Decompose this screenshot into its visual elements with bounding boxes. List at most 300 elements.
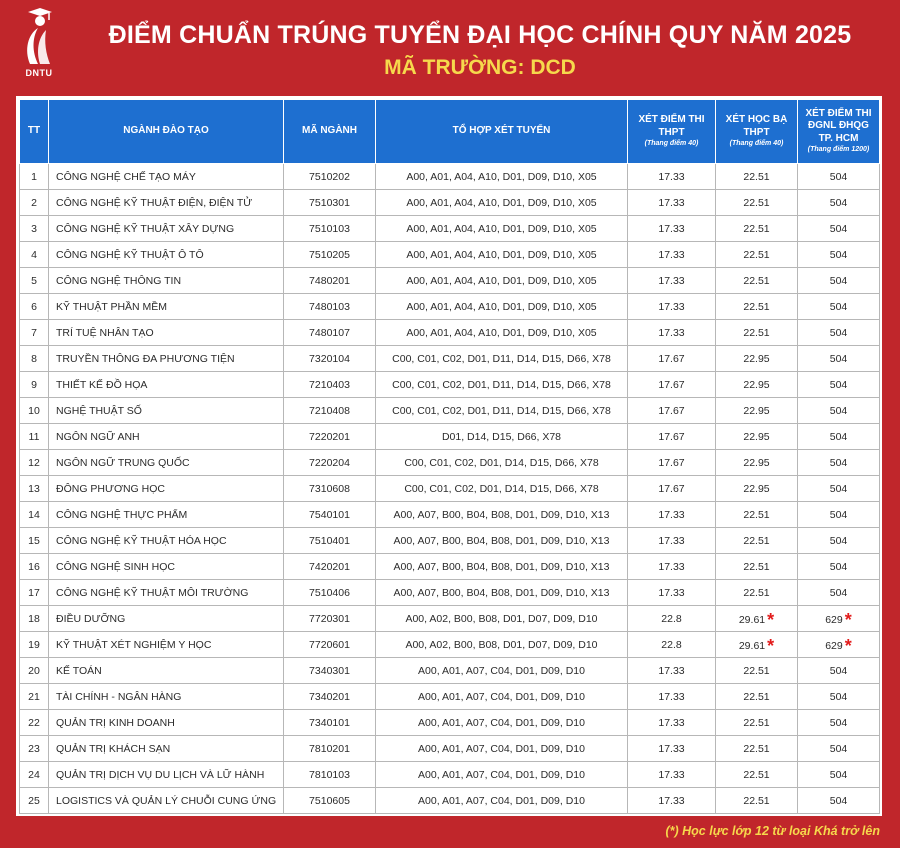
cell-hocba-score-text: 22.51 — [743, 742, 770, 755]
cell-thpt-score-text: 17.67 — [658, 482, 685, 495]
cell-subject-combo-text: A00, A01, A07, C04, D01, D09, D10 — [418, 794, 585, 807]
cell-major-name-text: ĐIỀU DƯỠNG — [56, 612, 126, 625]
cell-dgnl-score — [798, 658, 880, 684]
cell-major-name-text: NGÔN NGỮ ANH — [56, 430, 140, 443]
cell-dgnl-score — [798, 502, 880, 528]
cell-major-code — [284, 294, 376, 320]
col-header-thpt-note: (Thang điểm 40) — [644, 140, 699, 148]
cell-major-name-text: LOGISTICS VÀ QUẢN LÝ CHUỖI CUNG ỨNG — [56, 794, 277, 807]
cell-hocba-score — [716, 658, 798, 684]
cell-major-name — [49, 658, 284, 684]
cell-dgnl-score — [798, 242, 880, 268]
cell-tt — [20, 190, 49, 216]
cell-major-name — [49, 632, 284, 658]
cell-major-name-text: QUẢN TRỊ DỊCH VỤ DU LỊCH VÀ LỮ HÀNH — [56, 768, 265, 781]
cell-thpt-score-text: 17.67 — [658, 404, 685, 417]
cell-thpt-score — [628, 528, 716, 554]
cell-major-name-text: TRUYỀN THÔNG ĐA PHƯƠNG TIỆN — [56, 352, 235, 365]
col-header-dgnl — [798, 100, 880, 164]
col-header-code: MÃ NGÀNH — [284, 100, 376, 164]
cell-tt — [20, 788, 49, 814]
table-row — [20, 658, 880, 684]
cell-dgnl-score-text: 504 — [829, 300, 848, 313]
table-row — [20, 554, 880, 580]
cell-dgnl-score — [798, 216, 880, 242]
cell-hocba-score — [716, 684, 798, 710]
cell-major-name-text: CÔNG NGHỆ KỸ THUẬT HÓA HỌC — [56, 534, 227, 547]
cell-thpt-score — [628, 268, 716, 294]
cell-major-code-text: 7340101 — [309, 716, 350, 729]
cell-major-code-text: 7510205 — [309, 248, 350, 261]
cell-thpt-score-text: 17.33 — [658, 560, 685, 573]
cell-subject-combo-text: A00, A01, A04, A10, D01, D09, D10, X05 — [406, 196, 597, 209]
cell-tt — [20, 216, 49, 242]
cell-hocba-score — [716, 476, 798, 502]
table-row — [20, 164, 880, 190]
cell-major-name — [49, 710, 284, 736]
cell-subject-combo-text: A00, A01, A04, A10, D01, D09, D10, X05 — [406, 326, 597, 339]
cell-tt — [20, 502, 49, 528]
cell-major-code — [284, 424, 376, 450]
cell-subject-combo — [376, 736, 628, 762]
graduate-emblem-icon — [18, 6, 60, 66]
cell-major-code — [284, 788, 376, 814]
cell-tt-text: 2 — [31, 196, 37, 209]
footnote: (*) Học lực lớp 12 từ loại Khá trở lên — [665, 824, 880, 838]
cell-subject-combo — [376, 606, 628, 632]
cell-major-code-text: 7540101 — [309, 508, 350, 521]
table-row — [20, 294, 880, 320]
table-body — [20, 164, 880, 814]
cell-hocba-score — [716, 632, 798, 658]
cell-major-name — [49, 502, 284, 528]
school-code-subtitle: MÃ TRƯỜNG: DCD — [384, 56, 576, 79]
cell-thpt-score — [628, 632, 716, 658]
cell-dgnl-score — [798, 580, 880, 606]
cell-thpt-score — [628, 424, 716, 450]
cell-dgnl-score-text: 504 — [829, 716, 848, 729]
cell-thpt-score-text: 17.67 — [658, 430, 685, 443]
cell-major-code — [284, 320, 376, 346]
col-header-hocba — [716, 100, 798, 164]
cell-dgnl-score — [798, 268, 880, 294]
cell-thpt-score-text: 17.33 — [658, 248, 685, 261]
table-row — [20, 268, 880, 294]
cell-tt — [20, 528, 49, 554]
cell-major-code — [284, 476, 376, 502]
cell-thpt-score-text: 17.33 — [658, 690, 685, 703]
cell-hocba-score-text: 22.51 — [743, 534, 770, 547]
cell-major-name — [49, 372, 284, 398]
cell-major-code-text: 7480103 — [309, 300, 350, 313]
cell-dgnl-score-text: 504 — [829, 560, 848, 573]
cell-hocba-score — [716, 216, 798, 242]
cell-major-name-text: QUẢN TRỊ KINH DOANH — [56, 716, 175, 729]
cell-major-code — [284, 268, 376, 294]
cell-subject-combo-text: A00, A02, B00, B08, D01, D07, D09, D10 — [405, 638, 598, 651]
cell-hocba-score-text: 22.51 — [743, 716, 770, 729]
cell-tt — [20, 242, 49, 268]
cell-major-code — [284, 216, 376, 242]
cell-thpt-score-text: 17.67 — [658, 352, 685, 365]
score-table-panel — [16, 96, 882, 816]
cell-major-name — [49, 788, 284, 814]
cell-subject-combo — [376, 632, 628, 658]
cell-subject-combo — [376, 554, 628, 580]
cell-tt-text: 25 — [28, 794, 40, 807]
table-row — [20, 424, 880, 450]
cell-subject-combo-text: A00, A01, A04, A10, D01, D09, D10, X05 — [406, 274, 597, 287]
cell-thpt-score-text: 17.33 — [658, 274, 685, 287]
cell-hocba-score — [716, 398, 798, 424]
cell-major-code-text: 7340201 — [309, 690, 350, 703]
cell-major-name — [49, 736, 284, 762]
asterisk-icon: * — [844, 609, 852, 630]
cell-hocba-score — [716, 294, 798, 320]
cell-major-name — [49, 476, 284, 502]
cell-subject-combo — [376, 294, 628, 320]
cell-hocba-score — [716, 164, 798, 190]
cell-subject-combo-text: C00, C01, C02, D01, D14, D15, D66, X78 — [404, 456, 599, 469]
cell-tt — [20, 632, 49, 658]
cell-thpt-score — [628, 450, 716, 476]
cell-tt — [20, 164, 49, 190]
cell-subject-combo — [376, 216, 628, 242]
cell-dgnl-score-text: 504 — [829, 430, 848, 443]
cell-thpt-score — [628, 762, 716, 788]
col-header-hocba-note: (Thang điểm 40) — [729, 140, 784, 148]
cell-dgnl-score-text: 504 — [829, 690, 848, 703]
cell-tt — [20, 710, 49, 736]
cell-tt-text: 17 — [28, 586, 40, 599]
cell-major-name-text: CÔNG NGHỆ KỸ THUẬT Ô TÔ — [56, 248, 204, 261]
cell-dgnl-score-text: 504 — [829, 742, 848, 755]
cell-hocba-score — [716, 580, 798, 606]
cell-dgnl-score — [798, 346, 880, 372]
cell-major-name-text: CÔNG NGHỆ SINH HỌC — [56, 560, 176, 573]
cell-subject-combo-text: A00, A07, B00, B04, B08, D01, D09, D10, X13 — [393, 560, 610, 573]
asterisk-icon: * — [767, 635, 775, 656]
cell-thpt-score — [628, 372, 716, 398]
col-header-tt: TT — [20, 100, 49, 164]
cell-subject-combo — [376, 528, 628, 554]
cell-major-name-text: ĐÔNG PHƯƠNG HỌC — [56, 482, 165, 495]
col-header-dgnl-label: XÉT ĐIỂM THI ĐGNL ĐHQG TP. HCM — [805, 107, 872, 144]
cell-tt — [20, 736, 49, 762]
cell-subject-combo — [376, 502, 628, 528]
cell-tt-text: 8 — [31, 352, 37, 365]
cell-major-code — [284, 762, 376, 788]
cell-major-code — [284, 502, 376, 528]
cell-dgnl-score-text: 504 — [829, 378, 848, 391]
cell-major-code-text: 7510301 — [309, 196, 350, 209]
cell-subject-combo-text: A00, A01, A04, A10, D01, D09, D10, X05 — [406, 248, 597, 261]
table-row — [20, 216, 880, 242]
cell-tt — [20, 476, 49, 502]
cell-thpt-score — [628, 190, 716, 216]
cell-dgnl-score-text: 504 — [829, 404, 848, 417]
cell-tt-text: 19 — [28, 638, 40, 651]
cell-hocba-score — [716, 528, 798, 554]
cell-tt — [20, 268, 49, 294]
cell-hocba-score — [716, 242, 798, 268]
cell-tt-text: 20 — [28, 664, 40, 677]
cell-dgnl-score — [798, 190, 880, 216]
cell-major-name-text: QUẢN TRỊ KHÁCH SẠN — [56, 742, 171, 755]
cell-major-name — [49, 450, 284, 476]
cell-tt — [20, 398, 49, 424]
cell-major-name-text: CÔNG NGHỆ KỸ THUẬT XÂY DỰNG — [56, 222, 235, 235]
cell-dgnl-score — [798, 398, 880, 424]
cell-major-name-text: KỸ THUẬT XÉT NGHIỆM Y HỌC — [56, 638, 212, 651]
cell-dgnl-score — [798, 372, 880, 398]
cell-subject-combo — [376, 424, 628, 450]
cell-major-code-text: 7510401 — [309, 534, 350, 547]
cell-major-name — [49, 294, 284, 320]
cell-subject-combo-text: A00, A01, A04, A10, D01, D09, D10, X05 — [406, 300, 597, 313]
cell-dgnl-score — [798, 710, 880, 736]
cell-subject-combo-text: A00, A07, B00, B04, B08, D01, D09, D10, X13 — [393, 586, 610, 599]
table-row — [20, 606, 880, 632]
cell-hocba-score — [716, 710, 798, 736]
table-row — [20, 710, 880, 736]
table-row — [20, 190, 880, 216]
cell-thpt-score-text: 17.33 — [658, 586, 685, 599]
cell-major-code-text: 7510605 — [309, 794, 350, 807]
table-row — [20, 476, 880, 502]
cell-tt — [20, 320, 49, 346]
cell-major-name-text: THIẾT KẾ ĐỒ HỌA — [56, 378, 148, 391]
cell-major-code — [284, 528, 376, 554]
cell-subject-combo-text: A00, A01, A07, C04, D01, D09, D10 — [418, 742, 585, 755]
cell-subject-combo-text: C00, C01, C02, D01, D11, D14, D15, D66, X78 — [392, 378, 611, 391]
cell-subject-combo-text: A00, A07, B00, B04, B08, D01, D09, D10, X13 — [393, 534, 610, 547]
cell-major-name — [49, 320, 284, 346]
cell-tt-text: 4 — [31, 248, 37, 261]
cell-major-name — [49, 242, 284, 268]
table-row — [20, 372, 880, 398]
cell-major-name-text: CÔNG NGHỆ THỰC PHẨM — [56, 508, 188, 521]
cell-thpt-score-text: 17.33 — [658, 716, 685, 729]
cell-tt — [20, 684, 49, 710]
cell-dgnl-score-text: 504 — [829, 794, 848, 807]
cell-major-code-text: 7720601 — [309, 638, 350, 651]
cell-dgnl-score — [798, 320, 880, 346]
cell-subject-combo — [376, 346, 628, 372]
cell-hocba-score — [716, 190, 798, 216]
col-header-thpt — [628, 100, 716, 164]
cell-hocba-score-text: 22.51 — [743, 664, 770, 677]
logo-text: DNTU — [25, 68, 53, 78]
cell-thpt-score — [628, 242, 716, 268]
cell-hocba-score-text: 22.51 — [743, 300, 770, 313]
cell-thpt-score — [628, 658, 716, 684]
cell-tt — [20, 554, 49, 580]
cell-major-name — [49, 164, 284, 190]
cell-hocba-score — [716, 606, 798, 632]
cell-thpt-score — [628, 736, 716, 762]
cell-thpt-score-text: 22.8 — [661, 612, 682, 625]
cell-tt-text: 22 — [28, 716, 40, 729]
cell-tt-text: 6 — [31, 300, 37, 313]
cell-dgnl-score-text: 504 — [829, 482, 848, 495]
cell-major-code — [284, 346, 376, 372]
cell-subject-combo-text: A00, A01, A04, A10, D01, D09, D10, X05 — [406, 222, 597, 235]
cell-thpt-score — [628, 554, 716, 580]
cell-hocba-score-text: 29.61 — [738, 613, 766, 626]
cell-major-name — [49, 424, 284, 450]
table-row — [20, 450, 880, 476]
cell-major-code — [284, 710, 376, 736]
cell-subject-combo-text: C00, C01, C02, D01, D11, D14, D15, D66, X78 — [392, 404, 611, 417]
cell-dgnl-score-text: 504 — [829, 248, 848, 261]
cell-thpt-score — [628, 710, 716, 736]
cell-hocba-score-text: 22.95 — [743, 352, 770, 365]
cell-tt — [20, 606, 49, 632]
cell-major-code — [284, 554, 376, 580]
cell-dgnl-score-text: 504 — [829, 170, 848, 183]
table-header-row — [20, 100, 880, 164]
cell-major-name — [49, 268, 284, 294]
cell-hocba-score — [716, 346, 798, 372]
col-header-combo: TỔ HỢP XÉT TUYỂN — [376, 100, 628, 164]
cell-subject-combo — [376, 320, 628, 346]
cell-major-code — [284, 398, 376, 424]
cell-thpt-score-text: 17.33 — [658, 794, 685, 807]
cell-tt-text: 5 — [31, 274, 37, 287]
cell-major-name-text: KẾ TOÁN — [56, 664, 102, 677]
table-row — [20, 320, 880, 346]
cell-hocba-score-text: 22.51 — [743, 170, 770, 183]
table-row — [20, 502, 880, 528]
cell-hocba-score-text: 22.51 — [743, 274, 770, 287]
cell-major-name-text: CÔNG NGHỆ KỸ THUẬT ĐIỆN, ĐIỆN TỬ — [56, 196, 253, 209]
cell-tt — [20, 372, 49, 398]
dntu-logo — [18, 6, 60, 78]
cell-dgnl-score-text: 504 — [829, 508, 848, 521]
cell-major-name-text: NGÔN NGỮ TRUNG QUỐC — [56, 456, 190, 469]
cell-dgnl-score-text: 504 — [829, 326, 848, 339]
cell-major-name-text: CÔNG NGHỆ KỸ THUẬT MÔI TRƯỜNG — [56, 586, 249, 599]
cell-subject-combo — [376, 762, 628, 788]
cell-subject-combo-text: A00, A01, A07, C04, D01, D09, D10 — [418, 664, 585, 677]
cell-thpt-score — [628, 684, 716, 710]
cell-major-name — [49, 606, 284, 632]
cell-major-code — [284, 242, 376, 268]
cell-major-code-text: 7810201 — [309, 742, 350, 755]
cell-hocba-score-text: 22.95 — [743, 378, 770, 391]
cell-subject-combo — [376, 710, 628, 736]
cell-subject-combo-text: A00, A07, B00, B04, B08, D01, D09, D10, X13 — [393, 508, 610, 521]
cell-major-code-text: 7510103 — [309, 222, 350, 235]
cell-subject-combo — [376, 242, 628, 268]
cell-subject-combo — [376, 580, 628, 606]
cell-hocba-score — [716, 762, 798, 788]
cell-tt — [20, 424, 49, 450]
cell-subject-combo — [376, 164, 628, 190]
cell-major-name — [49, 554, 284, 580]
cell-subject-combo-text: C00, C01, C02, D01, D14, D15, D66, X78 — [404, 482, 599, 495]
cell-major-name-text: CÔNG NGHỆ CHẾ TẠO MÁY — [56, 170, 196, 183]
cell-major-code-text: 7510406 — [309, 586, 350, 599]
cell-subject-combo-text: A00, A01, A07, C04, D01, D09, D10 — [418, 690, 585, 703]
cell-tt-text: 3 — [31, 222, 37, 235]
cell-subject-combo — [376, 372, 628, 398]
cell-hocba-score-text: 22.51 — [743, 794, 770, 807]
cell-dgnl-score-text: 504 — [829, 586, 848, 599]
cell-subject-combo — [376, 476, 628, 502]
cell-major-name — [49, 398, 284, 424]
cell-dgnl-score-text: 504 — [829, 768, 848, 781]
cell-dgnl-score — [798, 606, 880, 632]
cell-dgnl-score — [798, 294, 880, 320]
cell-major-code-text: 7510202 — [309, 170, 350, 183]
cell-subject-combo — [376, 398, 628, 424]
cell-tt-text: 1 — [31, 170, 37, 183]
cell-tt-text: 24 — [28, 768, 40, 781]
cell-dgnl-score — [798, 164, 880, 190]
cell-tt-text: 13 — [28, 482, 40, 495]
cell-tt-text: 23 — [28, 742, 40, 755]
cell-tt-text: 18 — [28, 612, 40, 625]
cell-tt-text: 21 — [28, 690, 40, 703]
asterisk-icon: * — [767, 609, 775, 630]
cell-tt-text: 11 — [28, 430, 40, 443]
cell-thpt-score-text: 17.33 — [658, 222, 685, 235]
cell-thpt-score — [628, 398, 716, 424]
cell-hocba-score-text: 22.51 — [743, 326, 770, 339]
cell-major-code-text: 7210408 — [309, 404, 350, 417]
cell-thpt-score-text: 22.8 — [661, 638, 682, 651]
cell-tt-text: 12 — [28, 456, 40, 469]
cell-hocba-score — [716, 788, 798, 814]
cell-major-name — [49, 528, 284, 554]
asterisk-icon: * — [844, 635, 852, 656]
cell-dgnl-score — [798, 736, 880, 762]
cell-thpt-score-text: 17.33 — [658, 742, 685, 755]
cell-thpt-score-text: 17.67 — [658, 456, 685, 469]
col-header-dgnl-note: (Thang điểm 1200) — [807, 146, 870, 154]
cell-dgnl-score-text: 504 — [829, 274, 848, 287]
cell-major-code — [284, 736, 376, 762]
cell-thpt-score-text: 17.33 — [658, 196, 685, 209]
cell-subject-combo-text: A00, A01, A07, C04, D01, D09, D10 — [418, 716, 585, 729]
cell-thpt-score-text: 17.33 — [658, 300, 685, 313]
cell-tt — [20, 346, 49, 372]
cell-hocba-score-text: 22.95 — [743, 430, 770, 443]
cell-thpt-score-text: 17.33 — [658, 170, 685, 183]
cell-tt — [20, 762, 49, 788]
cell-thpt-score — [628, 476, 716, 502]
cell-thpt-score — [628, 580, 716, 606]
cell-hocba-score-text: 22.51 — [743, 560, 770, 573]
cell-major-code-text: 7720301 — [309, 612, 350, 625]
cell-major-name — [49, 346, 284, 372]
cell-hocba-score — [716, 450, 798, 476]
cell-thpt-score-text: 17.33 — [658, 534, 685, 547]
cell-subject-combo-text: D01, D14, D15, D66, X78 — [441, 430, 562, 443]
cell-thpt-score — [628, 164, 716, 190]
cell-dgnl-score — [798, 632, 880, 658]
cell-major-name — [49, 580, 284, 606]
cell-thpt-score — [628, 502, 716, 528]
cell-major-name-text: NGHỆ THUẬT SỐ — [56, 404, 142, 417]
cell-thpt-score — [628, 216, 716, 242]
cell-hocba-score-text: 22.51 — [743, 196, 770, 209]
cell-dgnl-score — [798, 684, 880, 710]
cell-major-name-text: TRÍ TUỆ NHÂN TẠO — [56, 326, 154, 339]
cell-thpt-score-text: 17.33 — [658, 664, 685, 677]
